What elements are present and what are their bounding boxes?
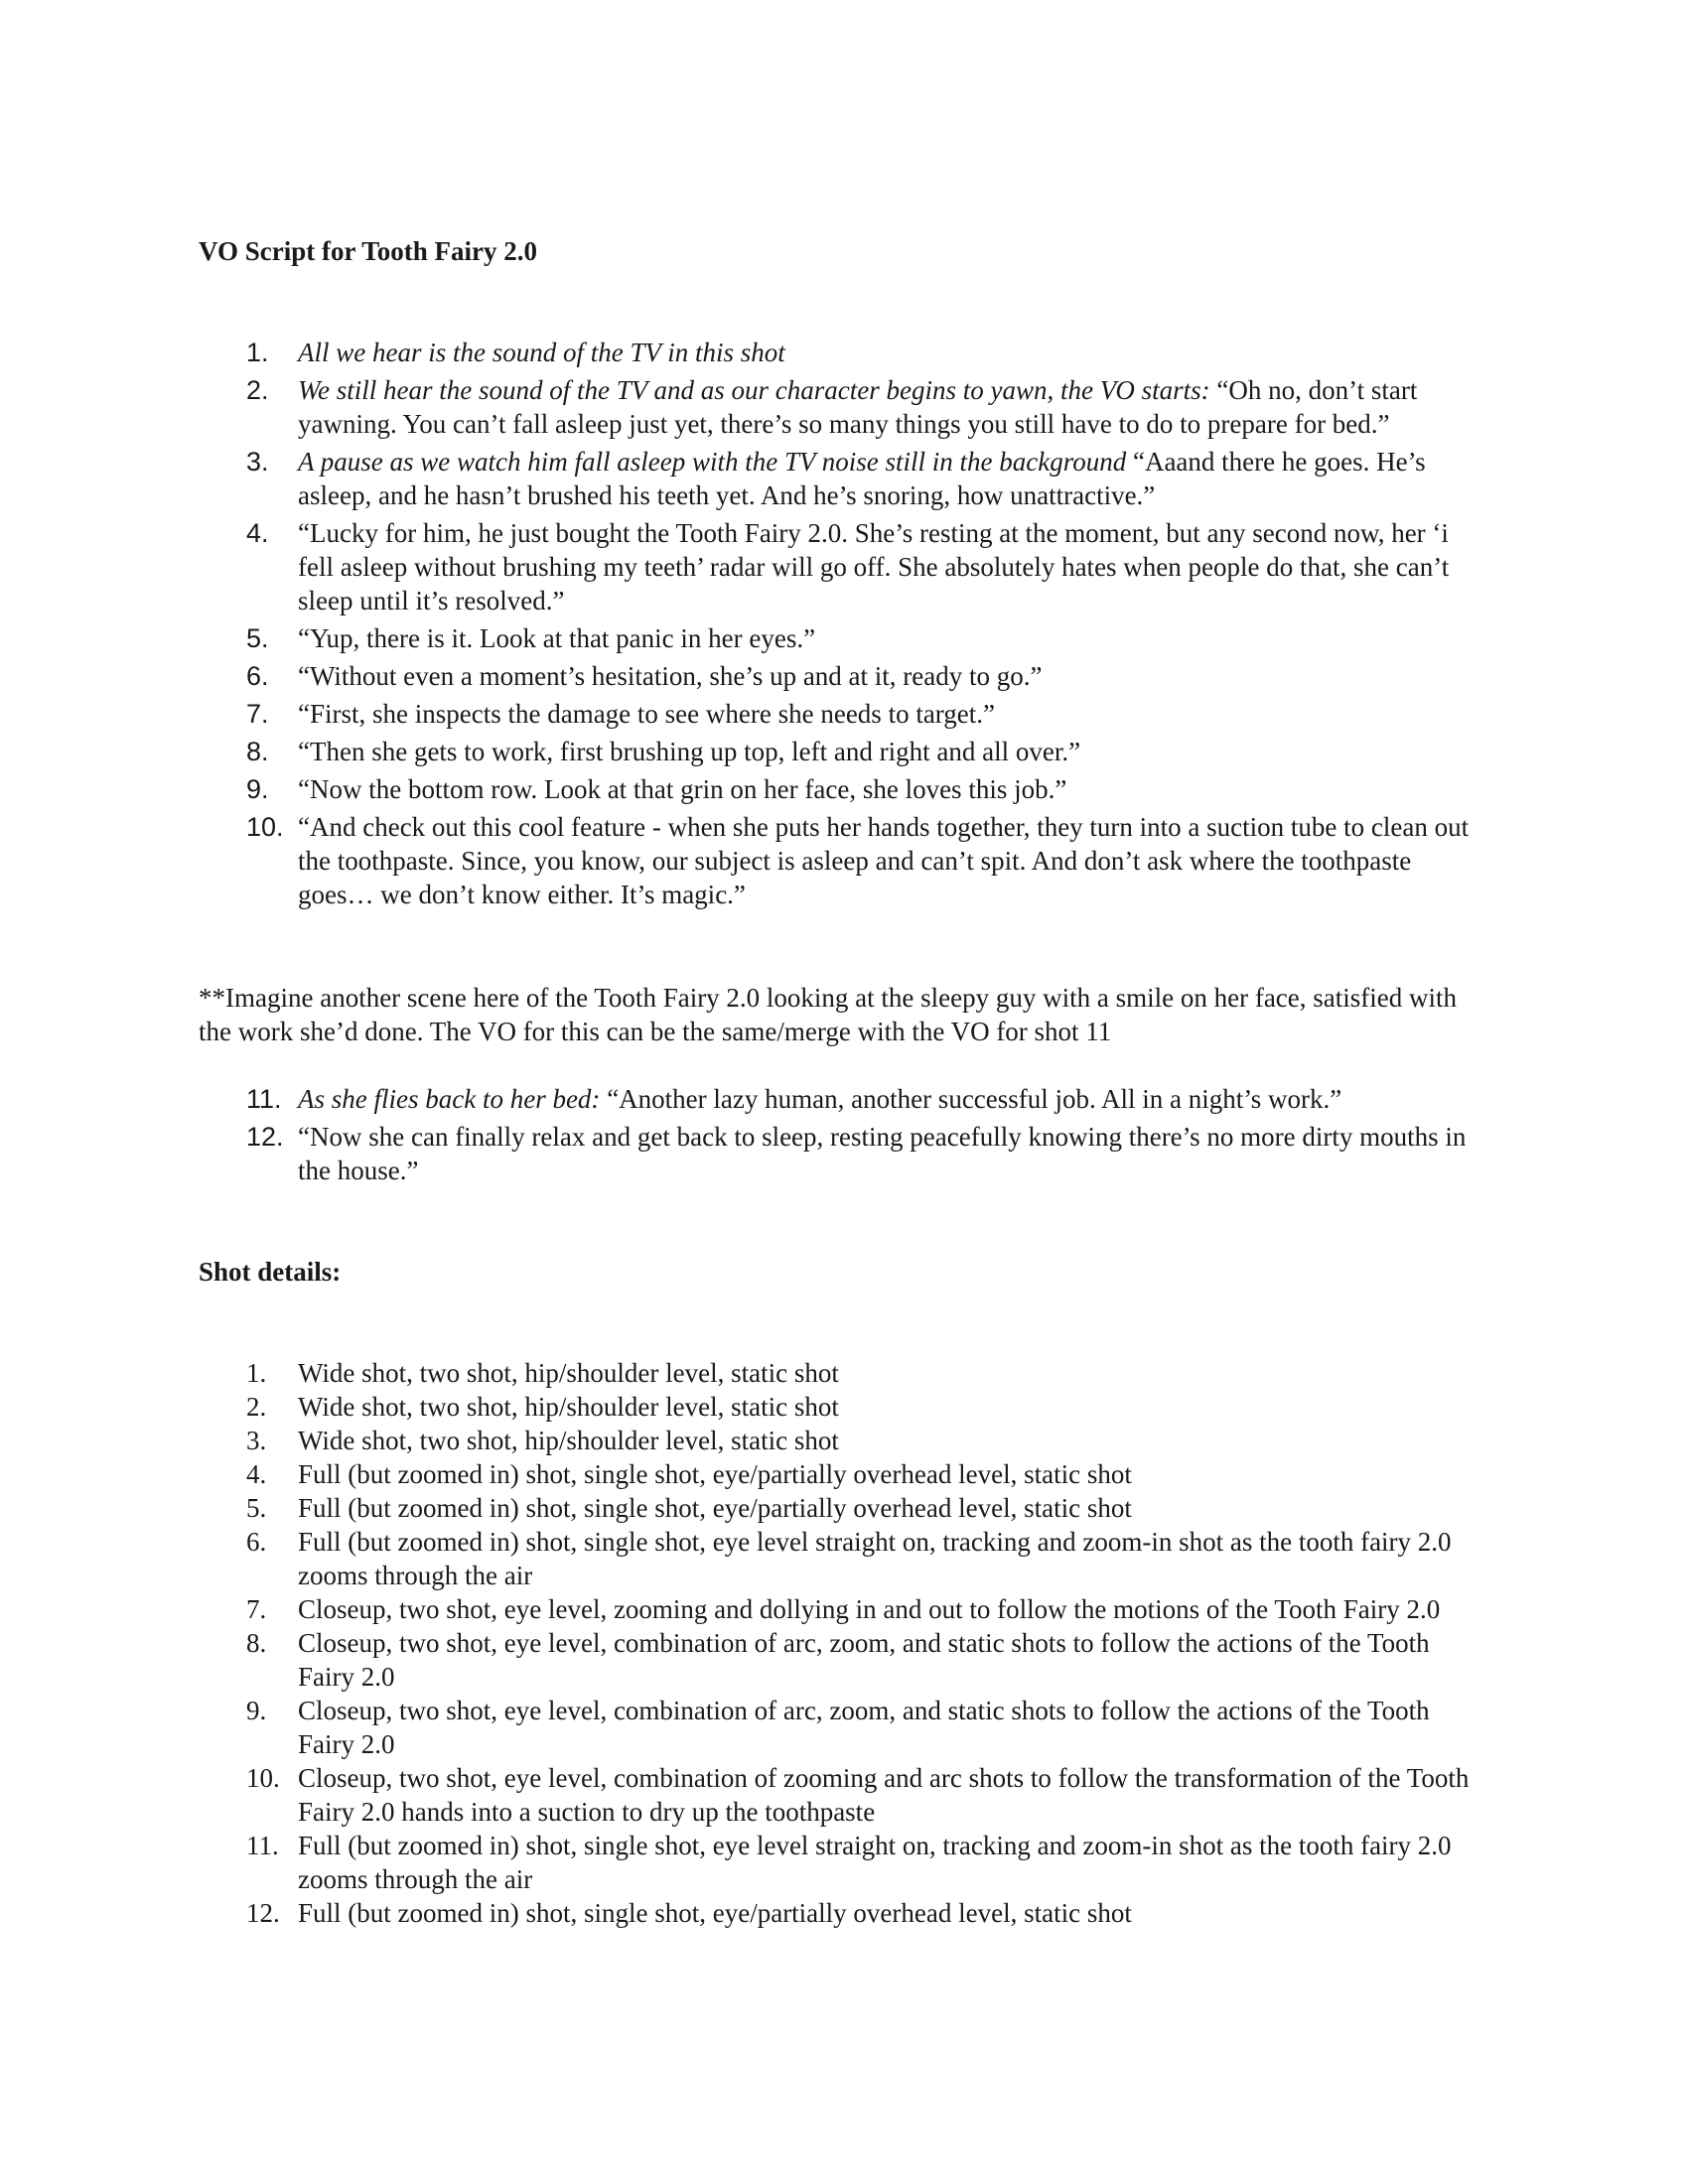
vo-item-direction: A pause as we watch him fall asleep with the TV noise still in the background [298,447,1127,477]
vo-item-dialogue: “Oh no, don’t start yawning. You can’t fall asleep just yet, there’s so many things you still have to do to prepare for bed.” [298,375,1418,439]
vo-item [199,1082,1489,1116]
shot-item [199,1356,1489,1390]
shot-item-number: 4. [246,1459,267,1489]
vo-item-number: 5. [246,623,269,653]
vo-item [199,697,1489,731]
vo-item [199,373,1489,441]
vo-item-dialogue: “Aaand there he goes. He’s asleep, and he hasn’t brushed his teeth yet. And he’s snoring, how unattractive.” [298,447,1426,510]
vo-item-number: 6. [246,661,269,691]
shot-item-number: 3. [246,1426,267,1455]
shot-item-number: 10. [246,1763,280,1793]
page-title: VO Script for Tooth Fairy 2.0 [199,236,537,266]
shot-item [199,1491,1489,1525]
vo-item-dialogue: “Then she gets to work, first brushing up top, left and right and all over.” [298,737,1081,766]
vo-script-list-continued [199,1082,1489,1191]
vo-item [199,735,1489,768]
shot-item [199,1761,1489,1829]
vo-item-dialogue: “Without even a moment’s hesitation, she’s up and at it, ready to go.” [298,661,1043,691]
vo-item [199,659,1489,693]
vo-item-direction: All we hear is the sound of the TV in this shot [298,338,785,367]
shot-details-list [199,1356,1489,1930]
vo-item-number: 11. [246,1084,282,1114]
shot-item [199,1592,1489,1626]
shot-item-number: 11. [246,1831,279,1860]
shot-item-text: Full (but zoomed in) shot, single shot, eye/partially overhead level, static shot [298,1898,1132,1928]
shot-item-text: Wide shot, two shot, hip/shoulder level, static shot [298,1358,839,1388]
shot-item [199,1829,1489,1896]
vo-item-dialogue: “First, she inspects the damage to see where she needs to target.” [298,699,996,729]
shot-item [199,1896,1489,1930]
vo-item-dialogue: “Another lazy human, another successful job. All in a night’s work.” [600,1084,1342,1114]
vo-item-number: 4. [246,518,269,548]
shot-item-text: Full (but zoomed in) shot, single shot, eye level straight on, tracking and zoom-in shot as the tooth fairy 2.0 zooms through the air [298,1831,1452,1894]
vo-item-number: 7. [246,699,269,729]
vo-item [199,445,1489,512]
vo-item-number: 10. [246,812,284,842]
shot-item-number: 7. [246,1594,267,1624]
shot-item-text: Closeup, two shot, eye level, combination of zooming and arc shots to follow the transformation of the Tooth Fairy 2.0 hands into a suction to dry up the toothpaste [298,1763,1470,1827]
vo-item-dialogue: “Yup, there is it. Look at that panic in her eyes.” [298,623,816,653]
shot-item [199,1390,1489,1424]
vo-item-number: 9. [246,774,269,804]
shot-item-text: Wide shot, two shot, hip/shoulder level, static shot [298,1392,839,1422]
shot-item-number: 5. [246,1493,267,1523]
shot-item [199,1525,1489,1592]
vo-item [199,772,1489,806]
shot-item [199,1424,1489,1457]
vo-item-direction: We still hear the sound of the TV and as our character begins to yawn, the VO starts: [298,375,1210,405]
shot-item-text: Full (but zoomed in) shot, single shot, eye/partially overhead level, static shot [298,1459,1132,1489]
shot-item-number: 8. [246,1628,267,1658]
shot-item-text: Closeup, two shot, eye level, zooming and dollying in and out to follow the motions of the Tooth Fairy 2.0 [298,1594,1441,1624]
vo-item-number: 2. [246,375,269,405]
shot-item [199,1694,1489,1761]
shot-item-text: Full (but zoomed in) shot, single shot, eye/partially overhead level, static shot [298,1493,1132,1523]
shot-item-number: 6. [246,1527,267,1557]
shot-item-number: 9. [246,1696,267,1725]
vo-item-dialogue: “And check out this cool feature - when she puts her hands together, they turn into a suction tube to clean out the toothpaste. Since, you know, our subject is asleep and can’t spit. And don’t ask where the toothpaste goes… we don’t know either. It’s magic.” [298,812,1470,909]
shot-item-number: 12. [246,1898,280,1928]
vo-item-dialogue: “Lucky for him, he just bought the Tooth Fairy 2.0. She’s resting at the moment, but any second now, her ‘i fell asleep without brushing my teeth’ radar will go off. She absolutely hates when people do that, she can’t sleep until it’s resolved.” [298,518,1450,615]
vo-item [199,516,1489,617]
vo-item [199,621,1489,655]
vo-script-list [199,336,1489,915]
vo-item [199,1120,1489,1187]
shot-item-number: 1. [246,1358,267,1388]
vo-item-number: 12. [246,1122,284,1152]
shot-item-text: Closeup, two shot, eye level, combination of arc, zoom, and static shots to follow the actions of the Tooth Fairy 2.0 [298,1628,1430,1692]
vo-item-number: 8. [246,737,269,766]
vo-item-dialogue: “Now the bottom row. Look at that grin on her face, she loves this job.” [298,774,1067,804]
shot-details-heading: Shot details: [199,1257,342,1287]
vo-item-number: 3. [246,447,269,477]
vo-item [199,336,1489,369]
shot-item [199,1457,1489,1491]
vo-item-dialogue: “Now she can finally relax and get back to sleep, resting peacefully knowing there’s no more dirty mouths in the house.” [298,1122,1467,1185]
shot-item-text: Closeup, two shot, eye level, combination of arc, zoom, and static shots to follow the actions of the Tooth Fairy 2.0 [298,1696,1430,1759]
shot-item-text: Wide shot, two shot, hip/shoulder level, static shot [298,1426,839,1455]
vo-item-direction: As she flies back to her bed: [298,1084,601,1114]
vo-item-number: 1. [246,338,269,367]
scene-note: **Imagine another scene here of the Tooth Fairy 2.0 looking at the sleepy guy with a smile on her face, satisfied with the work she’d done. The VO for this can be the same/merge with the VO for shot 11 [199,983,1458,1046]
vo-item [199,810,1489,911]
shot-item-number: 2. [246,1392,267,1422]
shot-item [199,1626,1489,1694]
shot-item-text: Full (but zoomed in) shot, single shot, eye level straight on, tracking and zoom-in shot as the tooth fairy 2.0 zooms through the air [298,1527,1452,1590]
